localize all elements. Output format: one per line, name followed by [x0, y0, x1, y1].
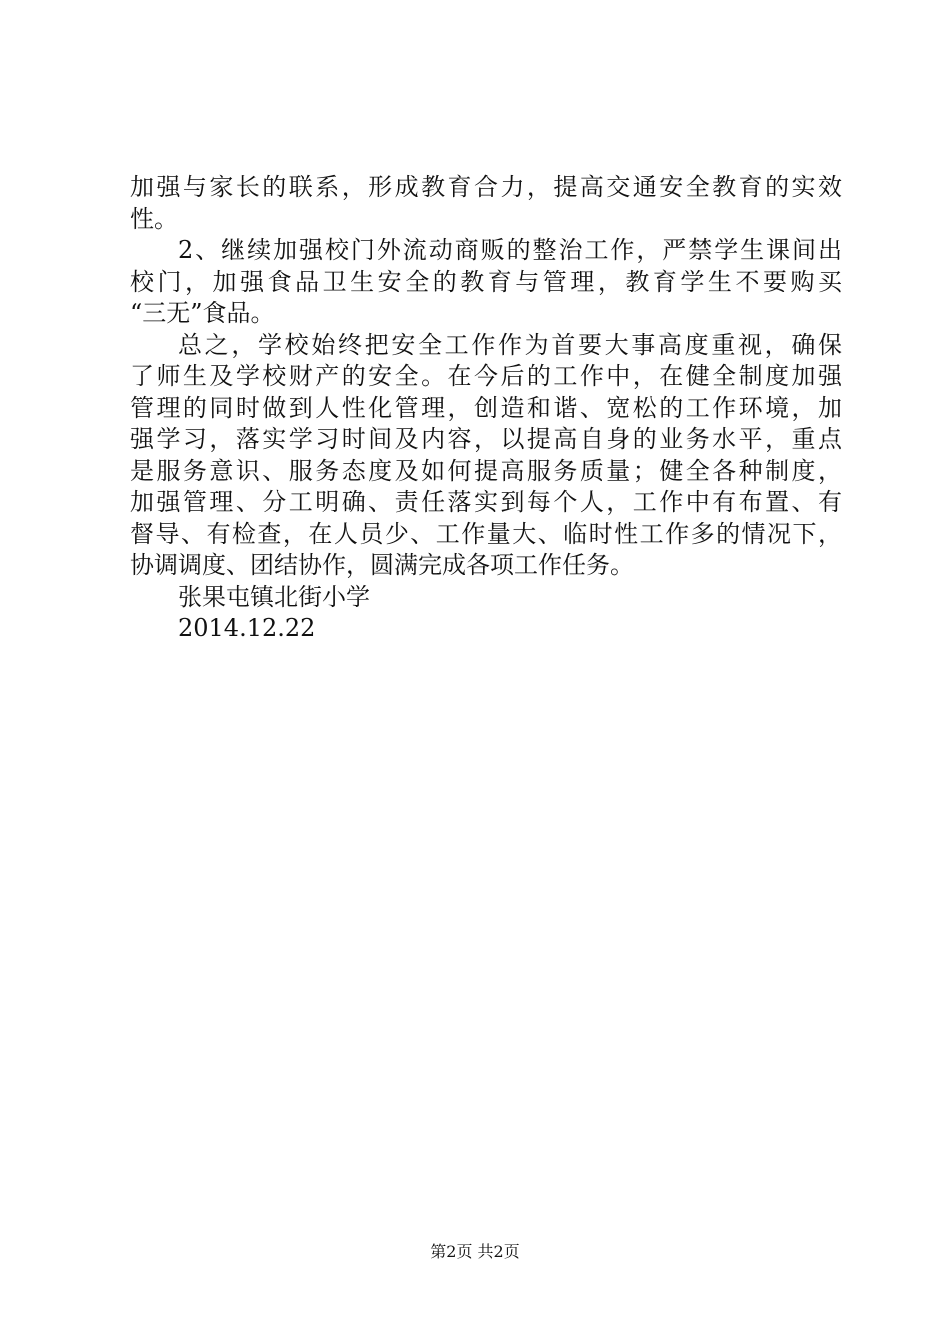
page-indicator: 第2页 共2页	[430, 1242, 520, 1261]
signature-date: 2014.12.22	[178, 614, 316, 642]
body-line: 2、继续加强校门外流动商贩的整治工作，严禁学生课间出	[178, 236, 842, 264]
body-line: 是服务意识、服务态度及如何提高服务质量；健全各种制度，	[130, 456, 842, 485]
signature-school: 张果屯镇北街小学	[178, 582, 370, 611]
body-line: 总之，学校始终把安全工作作为首要大事高度重视，确保	[178, 330, 842, 359]
body-line: 督导、有检查，在人员少、工作量大、临时性工作多的情况下，	[130, 519, 842, 548]
body-line: 管理的同时做到人性化管理，创造和谐、宽松的工作环境，加	[130, 393, 842, 422]
body-line: “三无”食品。	[130, 299, 275, 327]
body-line: 加强管理、分工明确、责任落实到每个人，工作中有布置、有	[130, 488, 842, 516]
document-body	[130, 172, 842, 645]
body-line: 校门，加强食品卫生安全的教育与管理，教育学生不要购买	[130, 267, 842, 296]
body-line: 强学习，落实学习时间及内容，以提高自身的业务水平，重点	[130, 425, 842, 453]
body-line: 了师生及学校财产的安全。在今后的工作中，在健全制度加强	[130, 362, 842, 390]
page-footer	[0, 1242, 950, 1262]
body-line: 性。	[130, 204, 178, 233]
body-line: 协调调度、团结协作，圆满完成各项工作任务。	[130, 551, 634, 579]
body-line: 加强与家长的联系，形成教育合力，提高交通安全教育的实效	[130, 173, 842, 201]
